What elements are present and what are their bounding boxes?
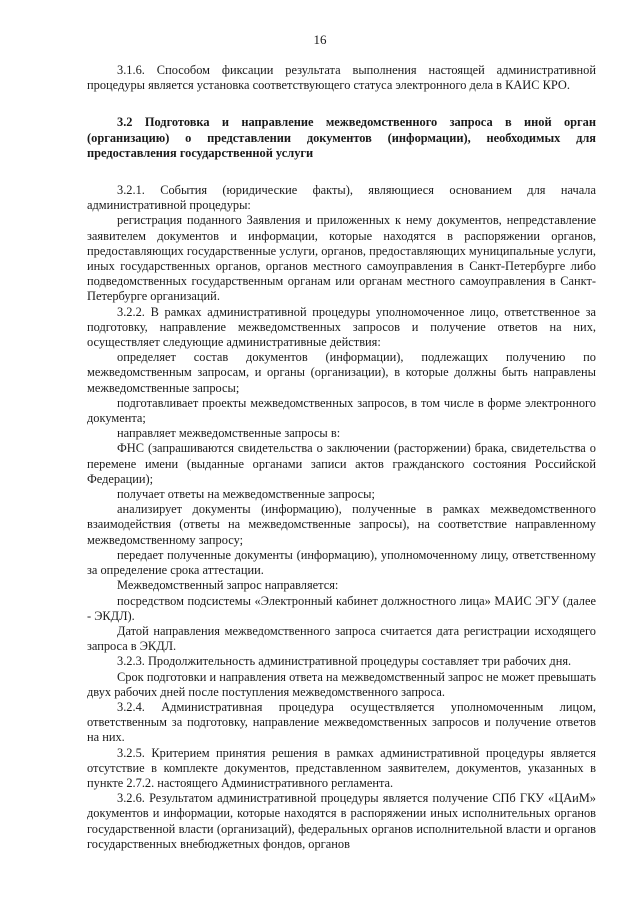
paragraph: анализирует документы (информацию), полученные в рамках межведомственного взаимодействия (ответы на межведомственные запросы), на соответствие направленному межведомственному запросу; [87, 502, 596, 547]
paragraph: передает полученные документы (информацию), уполномоченному лицу, ответственному за определение срока аттестации. [87, 547, 596, 578]
page-number: 16 [313, 32, 327, 47]
paragraph: определяет состав документов (информации), подлежащих получению по межведомственным запросам, и органы (организации), в которые должны быть направлены межведомственные запросы; [87, 350, 596, 395]
paragraph: получает ответы на межведомственные запросы; [117, 487, 375, 502]
paragraph: 3.2.4. Административная процедура осуществляется уполномоченным лицом, ответственным за подготовку, направление межведомственных запросов и получение ответов на них. [87, 699, 596, 745]
paragraph: Срок подготовки и направления ответа на межведомственный запрос не может превышать двух рабочих дней после поступления межведомственного запроса. [87, 669, 596, 699]
paragraph: 3.2.5. Критерием принятия решения в рамках административной процедуры является отсутствие в комплекте документов, представленном заявителем, документов, указанных в пункте 2.7.2. настоящего Административного регламента. [87, 745, 596, 790]
block-2 [87, 183, 596, 852]
paragraph: 3.2.6. Результатом административной процедуры является получение СПб ГКУ «ЦАиМ» документов и информации, которые находятся в распоряжении иных исполнительных органов государственной власти (организаций), федеральных органов исполнительной власти и органов государственных внебюджетных фондов, органов [87, 791, 596, 851]
paragraph: 3.2.1. События (юридические факты), являющиеся основанием для начала административной процедуры: [87, 183, 596, 213]
paragraph: посредством подсистемы «Электронный кабинет должностного лица» МАИС ЭГУ (далее - ЭКДЛ). [87, 593, 596, 623]
paragraph: направляет межведомственные запросы в: [117, 426, 341, 441]
paragraph: подготавливает проекты межведомственных запросов, в том числе в форме электронного документа; [87, 395, 596, 426]
paragraph: регистрация поданного Заявления и приложенных к нему документов, непредставление заявителем документов и информации, которые находятся в распоряжении органов, предоставляющих государственные услуги, органов, предоставляющих муниципальные услуги, иных государственных органов, органов местного самоуправления в Санкт-Петербурге либо подведомственных государственным органам или органам местного самоуправления в Санкт-Петербурге организаций. [87, 213, 596, 304]
paragraph: ФНС (запрашиваются свидетельства о заключении (расторжении) брака, свидетельства о перемене имени (выданные органами записи актов гражданского состояния Российской Федерации); [87, 441, 596, 486]
section-heading-3-2: 3.2 Подготовка и направление межведомственного запроса в иной орган (организацию) о представлении документов (информации), необходимых для предоставления государственной услуги [87, 115, 596, 160]
paragraph: 3.2.2. В рамках административной процедуры уполномоченное лицо, ответственное за подготовку, направление межведомственных запросов и получение ответов на них, осуществляет следующие административные действия: [87, 304, 596, 350]
document-body [87, 63, 596, 852]
paragraph: Датой направления межведомственного запроса считается дата регистрации исходящего запроса в ЭКДЛ. [87, 623, 596, 654]
paragraph: 3.2.3. Продолжительность административной процедуры составляет три рабочих дня. [117, 654, 572, 669]
paragraph: Межведомственный запрос направляется: [117, 578, 339, 593]
block-1 [87, 63, 596, 93]
paragraph-3-1-6: 3.1.6. Способом фиксации результата выполнения настоящей административной процедуры является установка соответствующего статуса электронного дела в КАИС КРО. [87, 63, 596, 93]
